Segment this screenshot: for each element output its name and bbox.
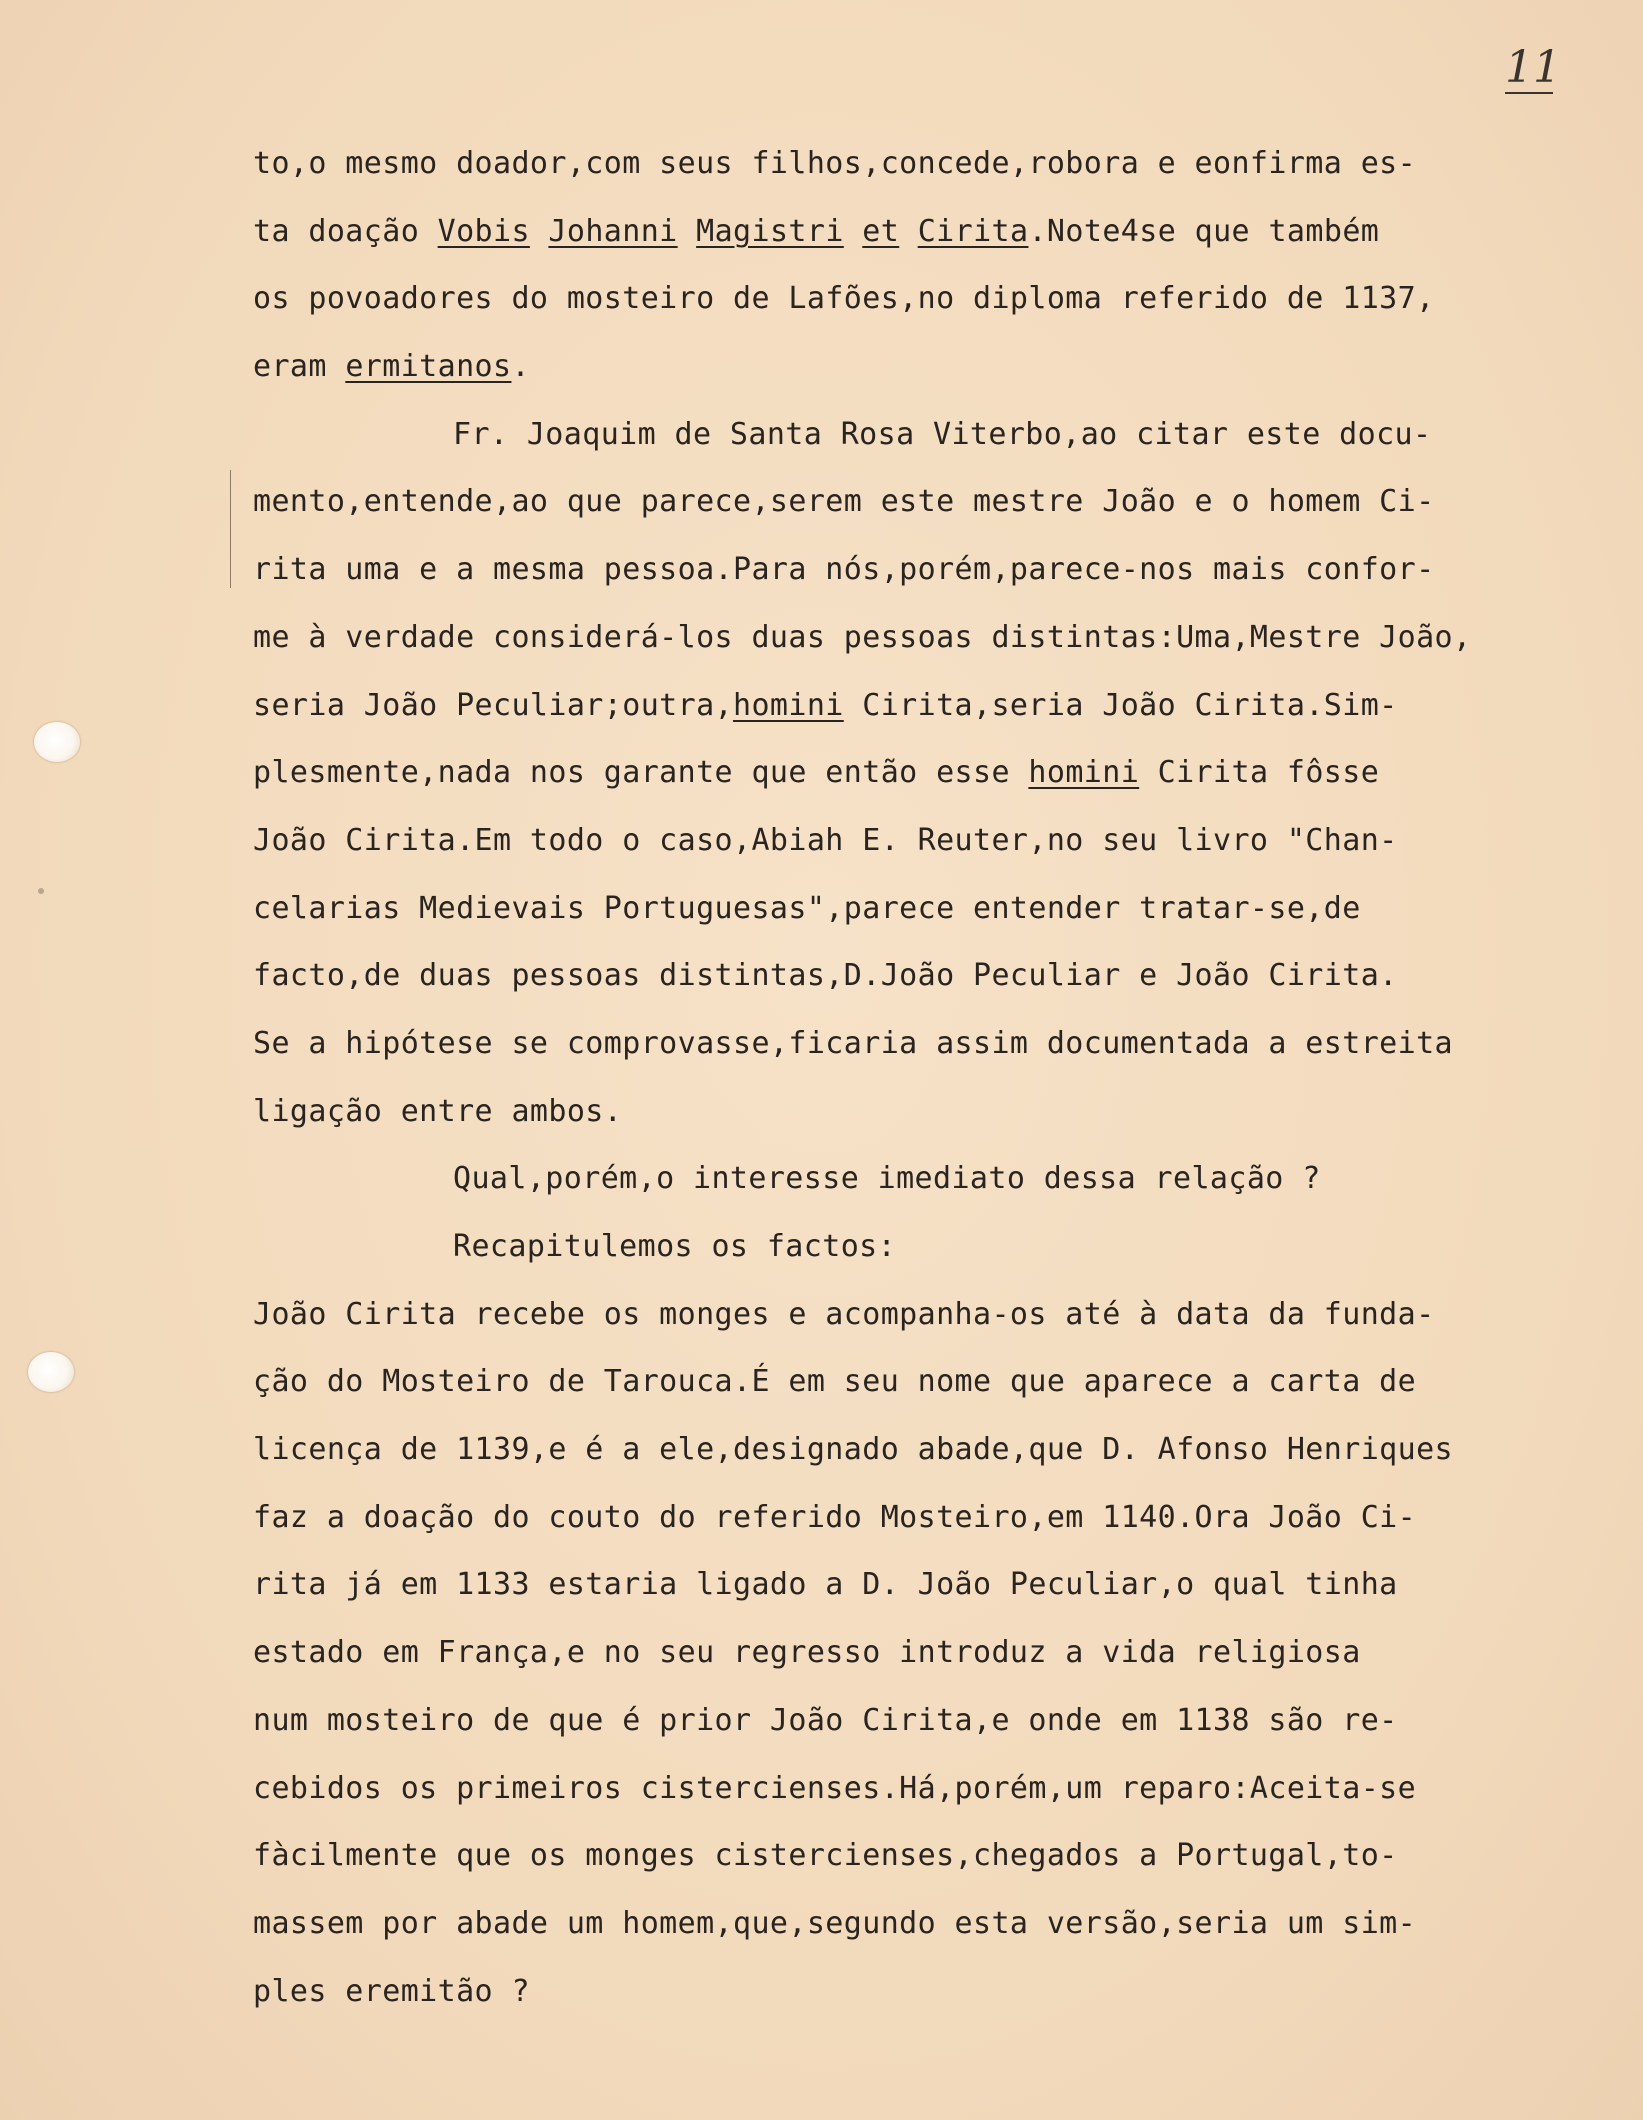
text-segment: plesmente,nada nos garante que então esse bbox=[253, 755, 1029, 791]
text-line bbox=[253, 942, 1563, 1010]
text-segment: Fr. Joaquim de Santa Rosa Viterbo,ao citar este docu- bbox=[453, 416, 1432, 452]
text-segment: . bbox=[511, 349, 530, 385]
text-line bbox=[253, 1078, 1563, 1146]
text-segment: facto,de duas pessoas distintas,D.João Peculiar e João Cirita. bbox=[253, 958, 1398, 994]
text-line bbox=[253, 807, 1563, 875]
text-segment: celarias Medievais Portuguesas",parece entender tratar-se,de bbox=[253, 890, 1361, 926]
text-segment: me à verdade considerá-los duas pessoas distintas:Uma,Mestre João, bbox=[253, 619, 1472, 655]
text-segment: rita já em 1133 estaria ligado a D. João Peculiar,o qual tinha bbox=[253, 1567, 1398, 1603]
text-segment: .Note4se que também bbox=[1028, 213, 1380, 249]
margin-pencil-mark bbox=[230, 470, 231, 588]
text-segment: fàcilmente que os monges cistercienses,chegados a Portugal,to- bbox=[253, 1838, 1398, 1874]
text-line bbox=[253, 1619, 1563, 1687]
underlined-text: Magistri bbox=[696, 213, 844, 249]
text-line bbox=[253, 1348, 1563, 1416]
text-line bbox=[253, 1213, 1563, 1281]
text-segment: João Cirita.Em todo o caso,Abiah E. Reuter,no seu livro "Chan- bbox=[253, 822, 1398, 858]
text-segment: to,o mesmo doador,com seus filhos,concede,robora e eonfirma es- bbox=[253, 146, 1417, 181]
text-segment: num mosteiro de que é prior João Cirita,e onde em 1138 são re- bbox=[253, 1702, 1398, 1738]
text-segment: ligação entre ambos. bbox=[253, 1093, 623, 1129]
text-line bbox=[253, 672, 1563, 740]
text-segment: ção do Mosteiro de Tarouca.É em seu nome que aparece a carta de bbox=[253, 1364, 1417, 1400]
text-line bbox=[253, 1687, 1563, 1755]
text-segment: eram bbox=[253, 349, 346, 385]
text-segment: licença de 1139,e é a ele,designado abade,que D. Afonso Henriques bbox=[253, 1432, 1453, 1468]
underlined-text: et bbox=[862, 213, 900, 249]
text-segment: Cirita,seria João Cirita.Sim- bbox=[843, 687, 1398, 723]
text-segment: mento,entende,ao que parece,serem este mestre João e o homem Ci- bbox=[253, 484, 1435, 520]
text-segment: cebidos os primeiros cistercienses.Há,porém,um reparo:Aceita-se bbox=[253, 1770, 1417, 1806]
text-segment bbox=[844, 214, 862, 249]
punch-hole bbox=[34, 722, 80, 762]
text-segment: Cirita fôsse bbox=[1139, 755, 1380, 791]
text-segment bbox=[530, 214, 548, 249]
typed-text-body bbox=[253, 130, 1563, 2025]
text-line bbox=[253, 604, 1563, 672]
text-segment: ples eremitão ? bbox=[253, 1973, 530, 2009]
text-segment: Recapitulemos os factos: bbox=[453, 1229, 897, 1264]
text-segment: os povoadores do mosteiro de Lafões,no diploma referido de 1137, bbox=[253, 281, 1435, 317]
text-line bbox=[253, 265, 1563, 333]
underlined-text: Vobis bbox=[437, 213, 530, 249]
underlined-text: ermitanos bbox=[345, 349, 512, 385]
text-line bbox=[253, 468, 1563, 536]
text-line bbox=[253, 401, 1563, 469]
text-line bbox=[253, 1145, 1563, 1213]
text-segment: rita uma e a mesma pessoa.Para nós,porém,parece-nos mais confor- bbox=[253, 552, 1435, 588]
text-line bbox=[253, 130, 1563, 198]
text-line bbox=[253, 1822, 1563, 1890]
text-segment: Qual,porém,o interesse imediato dessa relação ? bbox=[453, 1161, 1321, 1197]
text-line bbox=[253, 875, 1563, 943]
text-line bbox=[253, 1281, 1563, 1349]
underlined-text: homini bbox=[733, 687, 844, 723]
text-line bbox=[253, 1551, 1563, 1619]
text-segment: massem por abade um homem,que,segundo esta versão,seria um sim- bbox=[253, 1905, 1417, 1941]
text-segment: ta doação bbox=[253, 213, 438, 249]
text-segment bbox=[899, 214, 917, 249]
text-line bbox=[253, 536, 1563, 604]
text-segment: Se a hipótese se comprovasse,ficaria assim documentada a estreita bbox=[253, 1025, 1453, 1061]
text-line bbox=[253, 1010, 1563, 1078]
underlined-text: Cirita bbox=[917, 213, 1029, 249]
text-line bbox=[253, 1416, 1563, 1484]
punch-hole bbox=[28, 1352, 74, 1392]
text-segment: João Cirita recebe os monges e acompanha-os até à data da funda- bbox=[253, 1296, 1435, 1332]
text-segment: estado em França,e no seu regresso introduz a vida religiosa bbox=[253, 1635, 1361, 1671]
underlined-text: homini bbox=[1028, 755, 1140, 791]
text-line bbox=[253, 739, 1563, 807]
text-segment: faz a doação do couto do referido Mosteiro,em 1140.Ora João Ci- bbox=[253, 1499, 1417, 1535]
text-line bbox=[253, 1958, 1563, 2026]
text-line bbox=[253, 1484, 1563, 1552]
page-number-underline bbox=[1505, 92, 1553, 94]
text-segment bbox=[678, 214, 696, 249]
text-line bbox=[253, 1755, 1563, 1823]
page-number: 11 bbox=[1505, 42, 1561, 93]
text-line bbox=[253, 1890, 1563, 1958]
text-line bbox=[253, 333, 1563, 401]
text-segment: seria João Peculiar;outra, bbox=[253, 687, 733, 723]
paper-speck bbox=[38, 888, 44, 894]
underlined-text: Johanni bbox=[548, 213, 678, 249]
text-line bbox=[253, 198, 1563, 266]
